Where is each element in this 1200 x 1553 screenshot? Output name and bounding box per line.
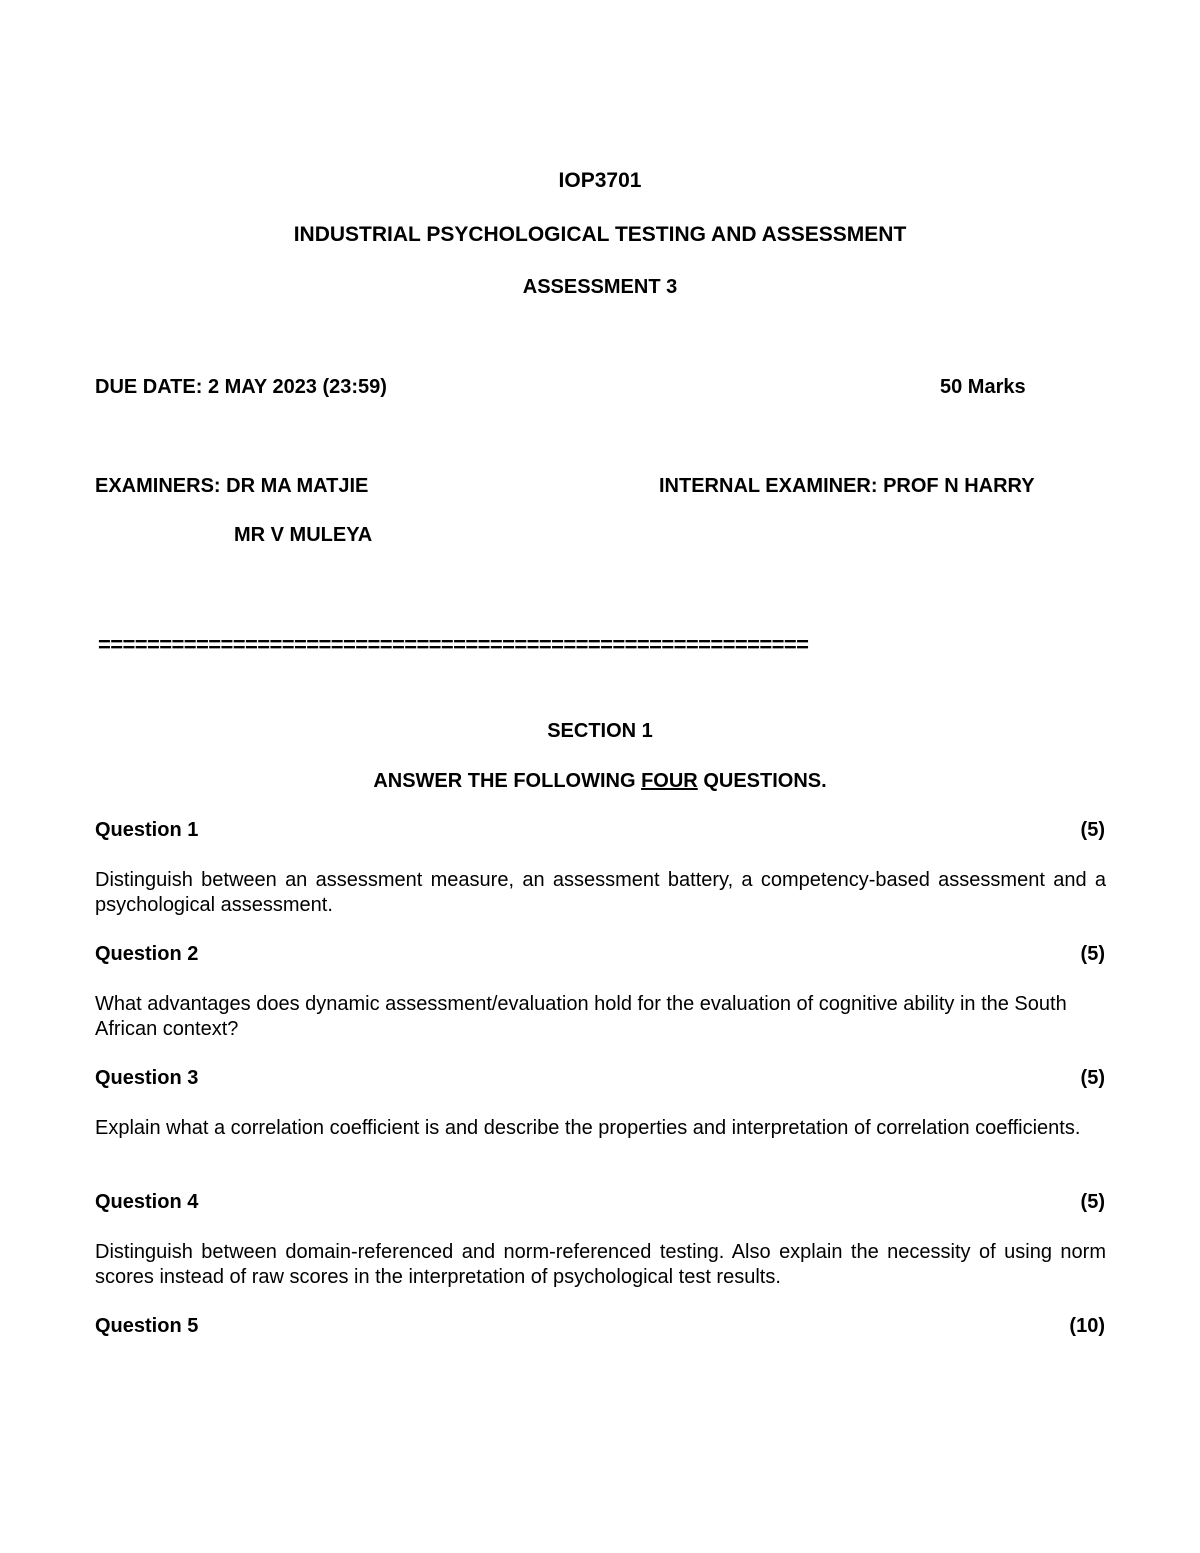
question-1-marks: (5) [1080,819,1105,841]
question-1-label: Question 1 [95,819,199,841]
section-title: SECTION 1 [547,720,653,742]
question-5-label: Question 5 [95,1315,199,1337]
instruction-text-end: QUESTIONS. [697,770,827,792]
question-3-marks: (5) [1080,1067,1105,1089]
examiners: EXAMINERS: DR MA MATJIE [95,475,369,497]
question-1-text: Distinguish between an assessment measure, an assessment battery, a competency-based assessment and a psychological assessment. [95,869,1106,916]
due-date: DUE DATE: 2 MAY 2023 (23:59) [95,376,387,398]
instruction-emphasis: FOUR [641,770,698,792]
question-4-marks: (5) [1080,1191,1105,1213]
section-instruction [0,769,1200,793]
question-5-marks: (10) [1069,1315,1105,1337]
question-3-text: Explain what a correlation coefficient is and describe the properties and interpretation of correlation coefficients. [95,1117,1081,1139]
examiner-secondary: MR V MULEYA [234,524,373,546]
course-title: INDUSTRIAL PSYCHOLOGICAL TESTING AND ASSESSMENT [293,223,907,246]
question-4-label: Question 4 [95,1191,199,1213]
assessment-title: ASSESSMENT 3 [522,276,678,298]
internal-examiner: INTERNAL EXAMINER: PROF N HARRY [659,475,1035,497]
instruction-text-start: ANSWER THE FOLLOWING [373,770,642,792]
question-2-text: What advantages does dynamic assessment/evaluation hold for the evaluation of cognitive ability in the South African context? [95,993,1067,1040]
question-3-label: Question 3 [95,1067,199,1089]
separator-line: ========================================================== [98,632,809,657]
total-marks: 50 Marks [940,376,1026,398]
question-4-text: Distinguish between domain-referenced and norm-referenced testing. Also explain the necessity of using norm scores instead of raw scores in the interpretation of psychological test results. [95,1241,1106,1288]
question-2-marks: (5) [1080,943,1105,965]
question-2-label: Question 2 [95,943,199,965]
course-code: IOP3701 [558,169,642,192]
